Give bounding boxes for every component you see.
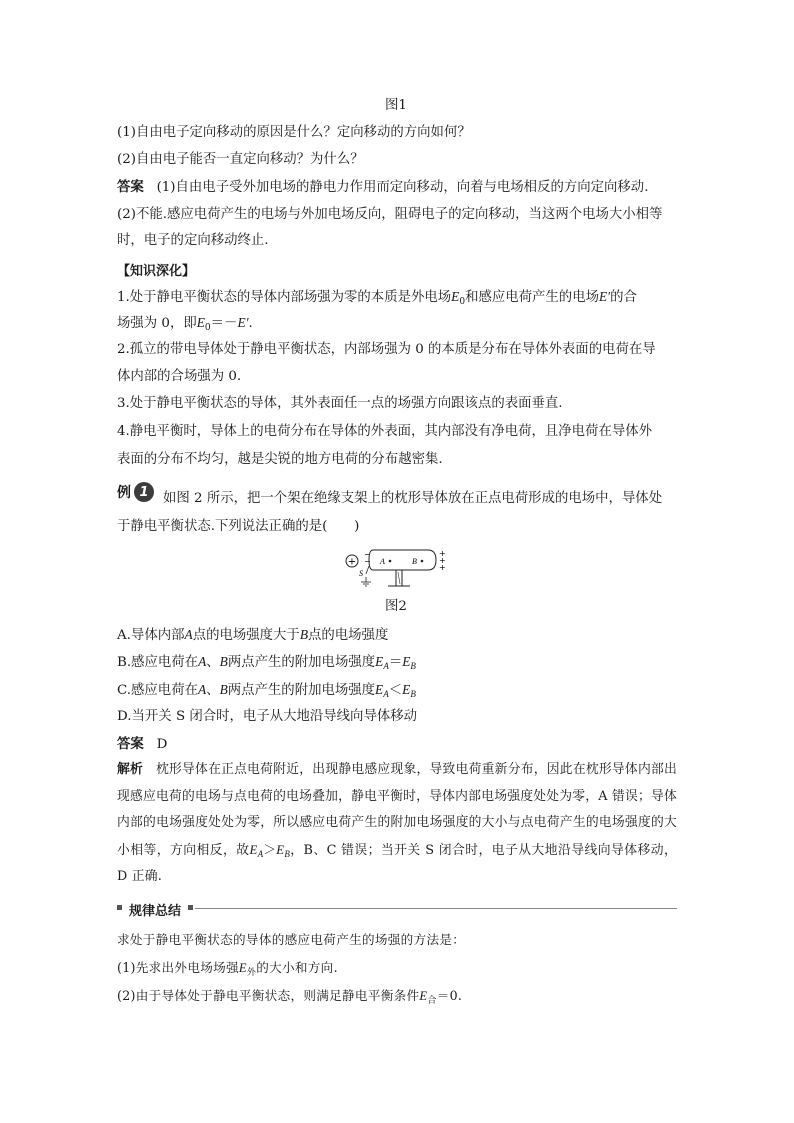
summary-divider bbox=[195, 908, 677, 909]
answer-1-text-1: (1)自由电子受外加电场的静电力作用而定向移动，向着与电场相反的方向定向移动. bbox=[156, 180, 649, 195]
option-d: D.当开关 S 闭合时，电子从大地沿导线向导体移动 bbox=[117, 709, 418, 724]
summary-l2-pre: (1)先求出外电场场强 bbox=[117, 960, 239, 975]
answer-1-line-2: (2)不能.感应电荷产生的电场与外加电场反向，阻碍电子的定向移动，当这两个电场大小相等 bbox=[117, 207, 663, 222]
knowledge-heading: 【知识深化】 bbox=[117, 264, 196, 279]
k1-e0: E bbox=[451, 289, 460, 304]
option-c-mid: 两点产生的附加电场强度 bbox=[227, 683, 376, 698]
option-a-post: 点的电场强度 bbox=[308, 628, 389, 643]
option-c-e2: E bbox=[402, 682, 411, 697]
k1b-eq: ＝－ bbox=[210, 316, 238, 331]
summary-l3-post: ＝0. bbox=[436, 988, 463, 1003]
answer-2-value: D bbox=[156, 737, 168, 752]
point-charge-plus: + bbox=[347, 556, 357, 568]
answer-2 bbox=[117, 736, 167, 754]
option-b-e1: E bbox=[375, 654, 384, 669]
option-b-op: ＝ bbox=[388, 655, 403, 670]
k1-mid: 和感应电荷产生的电场 bbox=[465, 290, 599, 305]
example-number-badge: 1 bbox=[134, 482, 154, 502]
analysis-text-1: 枕形导体在正点电荷附近，出现静电感应现象，导致电荷重新分布，因此在枕形导体内部出现感应电荷的电场与点电荷的电场叠加，静电平衡时，导体内部电场强度处处为零，A 错误；导体内部的电场强度处处为零，所以感应电荷产生的附加电场强度的大小与点电荷产生的电场强度的大小相等，方向相反，故 bbox=[117, 762, 678, 858]
answer-2-label: 答案 bbox=[117, 737, 144, 752]
summary-bullet-icon bbox=[117, 905, 122, 910]
answer-1-line-3: 时，电子的定向移动终止. bbox=[117, 233, 269, 248]
switch-wire bbox=[366, 566, 369, 574]
knowledge-point-4-line-2: 表面的分布不均匀，越是尖锐的地方电荷的分布越密集. bbox=[117, 452, 443, 467]
analysis-op: ＞ bbox=[263, 842, 277, 858]
option-c-var-1: A bbox=[197, 682, 207, 697]
question-2: (2)自由电子能否一直定向移动？为什么？ bbox=[117, 152, 364, 167]
summary-l2-post: 的大小和方向. bbox=[256, 960, 338, 975]
question-1: (1)自由电子定向移动的原因是什么？定向移动的方向如何？ bbox=[117, 125, 471, 140]
point-b-label: B bbox=[412, 557, 417, 566]
summary-l3-e: E bbox=[419, 989, 428, 1003]
option-b-e1-sub: A bbox=[383, 661, 389, 671]
knowledge-point-4-line-1: 4.静电平衡时，导体上的电荷分布在导体的外表面，其内部没有净电荷，且净电荷在导体外 bbox=[117, 424, 653, 439]
option-b-var-1: A bbox=[198, 654, 207, 669]
option-a-pre: A.导体内部 bbox=[117, 628, 185, 643]
example-badge bbox=[117, 482, 154, 502]
induced-negative-charges: − bbox=[364, 550, 371, 559]
option-a-mid: 点的电场强度大于 bbox=[192, 628, 300, 643]
option-b-e2: E bbox=[402, 654, 411, 669]
point-a-dot bbox=[389, 560, 392, 563]
summary-header bbox=[117, 900, 677, 918]
answer-1-line-1 bbox=[117, 179, 648, 197]
option-a-var-1: A bbox=[184, 627, 193, 642]
analysis-e1-sub: A bbox=[257, 848, 264, 859]
svg-text:+: + bbox=[439, 556, 446, 565]
summary-line-2 bbox=[117, 959, 338, 977]
option-b-e2-sub: B bbox=[410, 661, 416, 671]
analysis-label: 解析 bbox=[117, 762, 144, 777]
k1b-post: . bbox=[248, 316, 253, 331]
knowledge-point-2-line-1: 2.孤立的带电导体处于静电平衡状态，内部场强为 0 的本质是分布在导体外表面的电荷在导 bbox=[117, 342, 656, 357]
analysis-e1: E bbox=[249, 842, 258, 857]
option-c-e2-sub: B bbox=[410, 689, 416, 699]
knowledge-point-1-line-1 bbox=[117, 288, 637, 307]
summary-line-1: 求处于静电平衡状态的导体的感应电荷产生的场强的方法是： bbox=[117, 932, 466, 947]
example-text-line-2: 于静电平衡状态.下列说法正确的是( ) bbox=[117, 519, 360, 534]
option-c-sep: 、 bbox=[206, 683, 220, 698]
option-b bbox=[117, 653, 416, 672]
option-b-mid: 两点产生的附加电场强度 bbox=[227, 655, 376, 670]
figure-2-caption: 图2 bbox=[385, 599, 407, 614]
analysis-e2: E bbox=[276, 842, 285, 857]
induced-positive-charges: + bbox=[439, 549, 446, 558]
svg-text:+: + bbox=[439, 563, 446, 572]
k1b-pre: 场强为 0，即 bbox=[117, 316, 197, 331]
option-c-e1-sub: A bbox=[383, 689, 389, 699]
figure-1-caption: 图1 bbox=[385, 98, 407, 113]
summary-end-icon bbox=[188, 905, 193, 910]
option-b-sep: 、 bbox=[206, 655, 220, 670]
k1b-e0: E bbox=[196, 315, 205, 330]
option-a-var-2: B bbox=[299, 627, 308, 642]
summary-line-3 bbox=[117, 987, 462, 1005]
knowledge-point-3: 3.处于静电平衡状态的导体，其外表面任一点的场强方向跟该点的表面垂直. bbox=[117, 396, 563, 411]
example-label: 例 bbox=[117, 485, 131, 501]
summary-l3-sub: 合 bbox=[427, 996, 437, 1006]
svg-text:−: − bbox=[364, 557, 371, 566]
option-c-pre: C.感应电荷在 bbox=[117, 683, 198, 698]
knowledge-point-2-line-2: 体内部的合场强为 0. bbox=[117, 369, 242, 384]
option-c bbox=[117, 681, 416, 700]
option-c-e1: E bbox=[375, 682, 384, 697]
k1-eprime: E′ bbox=[598, 289, 611, 304]
option-b-pre: B.感应电荷在 bbox=[117, 655, 199, 670]
k1-e0-sub: 0 bbox=[459, 297, 466, 307]
summary-l2-sub: 外 bbox=[246, 968, 257, 978]
example-text-line-1: 如图 2 所示，把一个架在绝缘支架上的枕形导体放在正点电荷形成的电场中，导体处 bbox=[163, 491, 663, 506]
option-b-var-2: B bbox=[219, 654, 228, 669]
option-c-var-2: B bbox=[219, 682, 228, 697]
option-a bbox=[117, 626, 388, 645]
k1b-eprime: E′ bbox=[237, 315, 249, 330]
analysis-e2-sub: B bbox=[284, 848, 291, 859]
option-c-op: ＜ bbox=[388, 683, 403, 698]
figure-2-diagram bbox=[340, 544, 452, 594]
switch-s-label: S bbox=[359, 569, 363, 578]
k1-post: 的合 bbox=[610, 290, 637, 305]
k1b-e0-sub: 0 bbox=[204, 323, 211, 333]
analysis-text-2: ，B、C 错误；当开关 S 闭合时，电子从大地沿导线向导体移动，D 正确. bbox=[117, 842, 677, 884]
analysis-paragraph bbox=[117, 757, 677, 891]
summary-l2-e: E bbox=[238, 961, 247, 975]
summary-l3-pre: (2)由于导体处于静电平衡状态，则满足静电平衡条件 bbox=[117, 988, 420, 1003]
k1-pre: 1.处于静电平衡状态的导体内部场强为零的本质是外电场 bbox=[117, 290, 452, 305]
summary-title: 规律总结 bbox=[129, 904, 182, 919]
knowledge-point-1-line-2 bbox=[117, 314, 253, 333]
point-b-dot bbox=[421, 560, 424, 563]
answer-label: 答案 bbox=[117, 180, 144, 195]
point-a-label: A bbox=[380, 557, 385, 566]
